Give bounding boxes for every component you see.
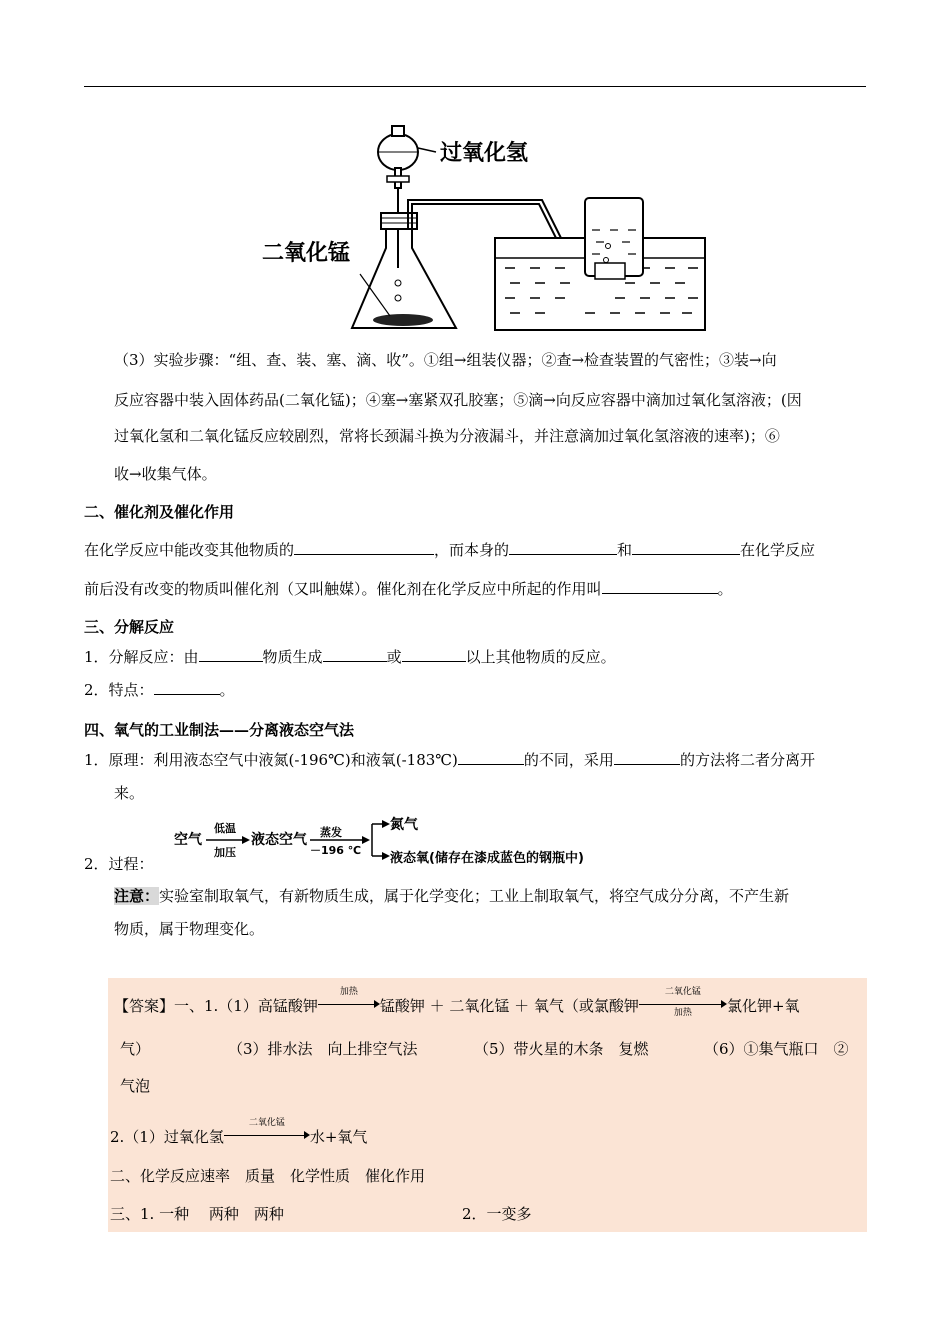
conical-flask-icon xyxy=(352,229,456,328)
answer-line-1 xyxy=(114,987,800,1018)
blank-one[interactable] xyxy=(199,647,263,662)
s3-text-a: 1．分解反应：由 xyxy=(84,648,199,666)
arrow-mno2-cond: 二氧化锰 xyxy=(664,987,701,997)
arrow-mno2-heat xyxy=(639,987,727,1018)
s3-text-c: 或 xyxy=(386,648,402,666)
blank-rate[interactable] xyxy=(294,540,434,555)
blank-feature[interactable] xyxy=(154,680,220,695)
ans-l1c: 氯化钾+氧 xyxy=(726,997,800,1015)
s2-text-b: ，而本身的 xyxy=(434,541,510,559)
s2-text-c: 和 xyxy=(617,541,633,559)
oxygen-apparatus-figure xyxy=(250,118,710,338)
ans-l5: 二、化学反应速率 质量 化学性质 催化作用 xyxy=(110,1167,426,1185)
arrow-mno2 xyxy=(224,1118,310,1147)
ans-l6a: 三、1. 一种 两种 两种 xyxy=(110,1205,284,1223)
s2-paragraph-line-1 xyxy=(84,540,815,560)
section-4-heading: 四、氧气的工业制法——分离液态空气法 xyxy=(84,721,355,739)
flow-out-liquid-oxygen: 液态氧(储存在漆成蓝色的钢瓶中) xyxy=(390,851,584,866)
flow-cond1-bot: 加压 xyxy=(214,846,236,859)
section-3-heading: 三、分解反应 xyxy=(84,618,175,636)
industrial-oxygen-flow xyxy=(172,812,632,872)
ans-l6b: 2．一变多 xyxy=(462,1205,532,1223)
s2-text-a: 在化学反应中能改变其他物质的 xyxy=(84,541,295,559)
ans-l4b: 水+氧气 xyxy=(309,1128,368,1146)
s4-item-1 xyxy=(84,750,815,770)
ans-l1a: 【答案】一、1.（1）高锰酸钾 xyxy=(114,997,318,1015)
s3-text-d: 以上其他物质的反应。 xyxy=(465,648,616,666)
note-line-1 xyxy=(114,886,789,906)
ans-l2a: 气） xyxy=(120,1040,151,1058)
section-2-heading: 二、催化剂及催化作用 xyxy=(84,503,235,521)
header-rule xyxy=(84,86,866,87)
steps-line-2: 反应容器中装入固体药品(二氧化锰)；④塞→塞紧双孔胶塞；⑤滴→向反应容器中滴加过氧化氢溶液；(因 xyxy=(114,391,802,409)
blank-chem-prop[interactable] xyxy=(632,540,740,555)
s3-item-1 xyxy=(84,647,616,667)
note-line-2: 物质，属于物理变化。 xyxy=(114,920,265,938)
answer-box xyxy=(108,978,867,1232)
s3-text-e: 2．特点： xyxy=(84,681,154,699)
arrow-heat xyxy=(318,987,380,1016)
ans-l2b: （3）排水法 向上排空气法 xyxy=(228,1040,418,1058)
flow-air: 空气 xyxy=(174,832,202,848)
label-mno2: 二氧化锰 xyxy=(262,241,351,266)
answer-line-4 xyxy=(110,1118,368,1147)
s4-text-b: 的不同，采用 xyxy=(523,751,614,769)
ans-l2c: （5）带火星的木条 复燃 xyxy=(474,1040,649,1058)
steps-line-4: 收→收集气体。 xyxy=(114,465,217,483)
ans-l1b: 锰酸钾 ＋ 二氧化锰 ＋ 氧气（或氯酸钾 xyxy=(379,997,639,1015)
note-label: 注意： xyxy=(114,887,160,905)
s4-item-2: 2．过程： xyxy=(84,855,154,873)
flow-cond2-bot: －196 ℃ xyxy=(310,844,362,857)
ans-l4a: 2.（1）过氧化氢 xyxy=(110,1128,224,1146)
label-h2o2: 过氧化氢 xyxy=(440,141,529,166)
ans-l3: 气泡 xyxy=(120,1077,151,1095)
steps-line-3: 过氧化氢和二氧化锰反应较剧烈，常将长颈漏斗换为分液漏斗，并注意滴加过氧化氢溶液的速率)；⑥ xyxy=(114,427,780,445)
s4-item-1-cont: 来。 xyxy=(114,784,145,802)
arrow-heat-cond: 加热 xyxy=(339,987,358,997)
s4-text-a: 1．原理：利用液态空气中液氮(-196℃)和液氧(-183℃) xyxy=(84,751,458,769)
s2-text-e: 前后没有改变的物质叫催化剂（又叫触媒）。催化剂在化学反应中所起的作用叫 xyxy=(84,580,602,598)
ans-l2d: （6）①集气瓶口 ② xyxy=(704,1040,849,1058)
blank-boiling[interactable] xyxy=(458,750,524,765)
arrow-mno2-top: 二氧化锰 xyxy=(248,1118,285,1128)
s2-text-f: 。 xyxy=(717,580,733,598)
s3-text-f: 。 xyxy=(219,681,235,699)
blank-method[interactable] xyxy=(614,750,680,765)
flow-out-nitrogen: 氮气 xyxy=(390,817,418,833)
s3-text-b: 物质生成 xyxy=(262,648,323,666)
blank-mass[interactable] xyxy=(509,540,617,555)
blank-two-b[interactable] xyxy=(402,647,466,662)
steps-line-1: （3）实验步骤：“组、查、装、塞、滴、收”。①组→组装仪器；②查→检查装置的气密性；③装→向 xyxy=(114,351,777,369)
note-text-1: 实验室制取氧气，有新物质生成，属于化学变化；工业上制取氧气，将空气成分分离，不产生新 xyxy=(159,887,790,905)
flow-cond1-top: 低温 xyxy=(214,822,236,835)
s3-item-2 xyxy=(84,680,235,700)
s2-text-d: 在化学反应 xyxy=(740,541,816,559)
s2-paragraph-line-2 xyxy=(84,579,733,599)
blank-two[interactable] xyxy=(323,647,387,662)
s4-text-c: 的方法将二者分离开 xyxy=(679,751,815,769)
flow-liquid-air: 液态空气 xyxy=(251,832,307,848)
blank-catalysis[interactable] xyxy=(602,579,718,594)
arrow-mno2-cond-bot: 加热 xyxy=(673,1008,692,1018)
flow-cond2-top: 蒸发 xyxy=(320,826,342,839)
